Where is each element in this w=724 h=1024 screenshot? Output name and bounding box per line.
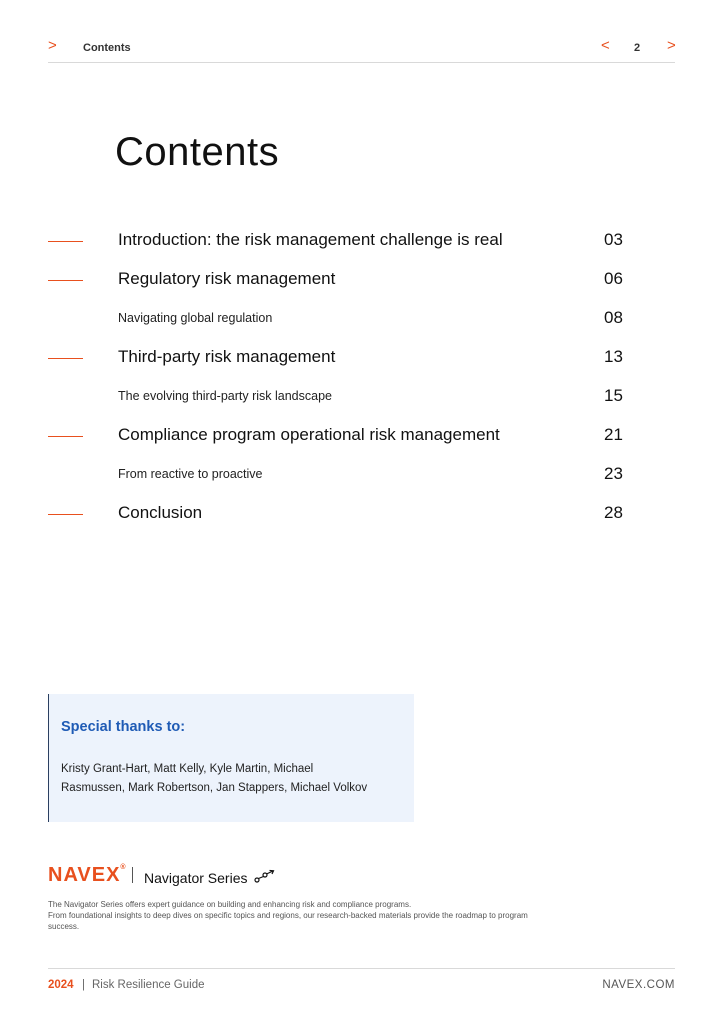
section-title: Contents <box>83 42 131 54</box>
toc-label: Navigating global regulation <box>118 311 273 325</box>
toc-dash <box>48 436 83 437</box>
toc-label: Conclusion <box>118 503 203 522</box>
toc-item[interactable] <box>48 345 628 384</box>
series-description <box>48 899 558 932</box>
toc-subitem[interactable] <box>48 462 628 501</box>
toc-label: Compliance program operational risk management <box>118 425 500 444</box>
next-page-icon[interactable]: > <box>667 37 676 54</box>
page-footer <box>48 968 675 991</box>
toc-page: 13 <box>604 347 623 366</box>
thanks-names-line: Rasmussen, Mark Robertson, Jan Stappers, Michael Volkov <box>61 782 368 794</box>
special-thanks-box <box>48 694 414 822</box>
series-name: Navigator Series <box>144 870 248 886</box>
description-line: The Navigator Series offers expert guidance on building and enhancing risk and compliance programs. <box>48 900 412 909</box>
prev-page-icon[interactable]: < <box>601 37 610 54</box>
toc-subitem[interactable] <box>48 384 628 423</box>
toc-item[interactable] <box>48 423 628 462</box>
description-line: From foundational insights to deep dives on specific topics and regions, our research-backed materials provide the roadmap to program success. <box>48 911 528 931</box>
divider <box>132 867 133 883</box>
toc-label: Third-party risk management <box>118 347 336 366</box>
page-title: Contents <box>115 130 280 174</box>
top-nav-bar <box>48 37 676 63</box>
toc-page: 06 <box>604 269 623 288</box>
toc-label: Introduction: the risk management challenge is real <box>118 230 503 249</box>
thanks-names-line: Kristy Grant-Hart, Matt Kelly, Kyle Martin, Michael <box>61 763 314 775</box>
toc-item[interactable] <box>48 228 628 267</box>
toc-page: 08 <box>604 308 623 327</box>
page-number: 2 <box>634 42 641 54</box>
table-of-contents <box>48 228 628 540</box>
toc-item[interactable] <box>48 501 628 540</box>
footer-guide-title: Risk Resilience Guide <box>92 979 205 991</box>
thanks-heading: Special thanks to: <box>61 719 186 735</box>
toc-page: 03 <box>604 230 623 249</box>
navex-logo: NAVEX® <box>48 864 127 886</box>
toc-subitem[interactable] <box>48 306 628 345</box>
navigator-route-icon <box>254 869 276 883</box>
toc-dash <box>48 358 83 359</box>
toc-label: From reactive to proactive <box>118 467 263 481</box>
toc-dash <box>48 514 83 515</box>
toc-page: 21 <box>604 425 623 444</box>
toc-page: 23 <box>604 464 623 483</box>
toc-dash <box>48 241 83 242</box>
toc-item[interactable] <box>48 267 628 306</box>
thanks-names <box>61 760 391 798</box>
toc-label: The evolving third-party risk landscape <box>118 389 332 403</box>
toc-page: 28 <box>604 503 623 522</box>
toc-page: 15 <box>604 386 623 405</box>
toc-dash <box>48 280 83 281</box>
footer-website-link[interactable]: NAVEX.COM <box>602 979 675 991</box>
chevron-right-icon[interactable]: > <box>48 37 57 54</box>
footer-separator: | <box>82 979 85 991</box>
footer-year: 2024 <box>48 979 74 991</box>
logo-text: NAVEX <box>48 864 121 886</box>
toc-label: Regulatory risk management <box>118 269 336 288</box>
